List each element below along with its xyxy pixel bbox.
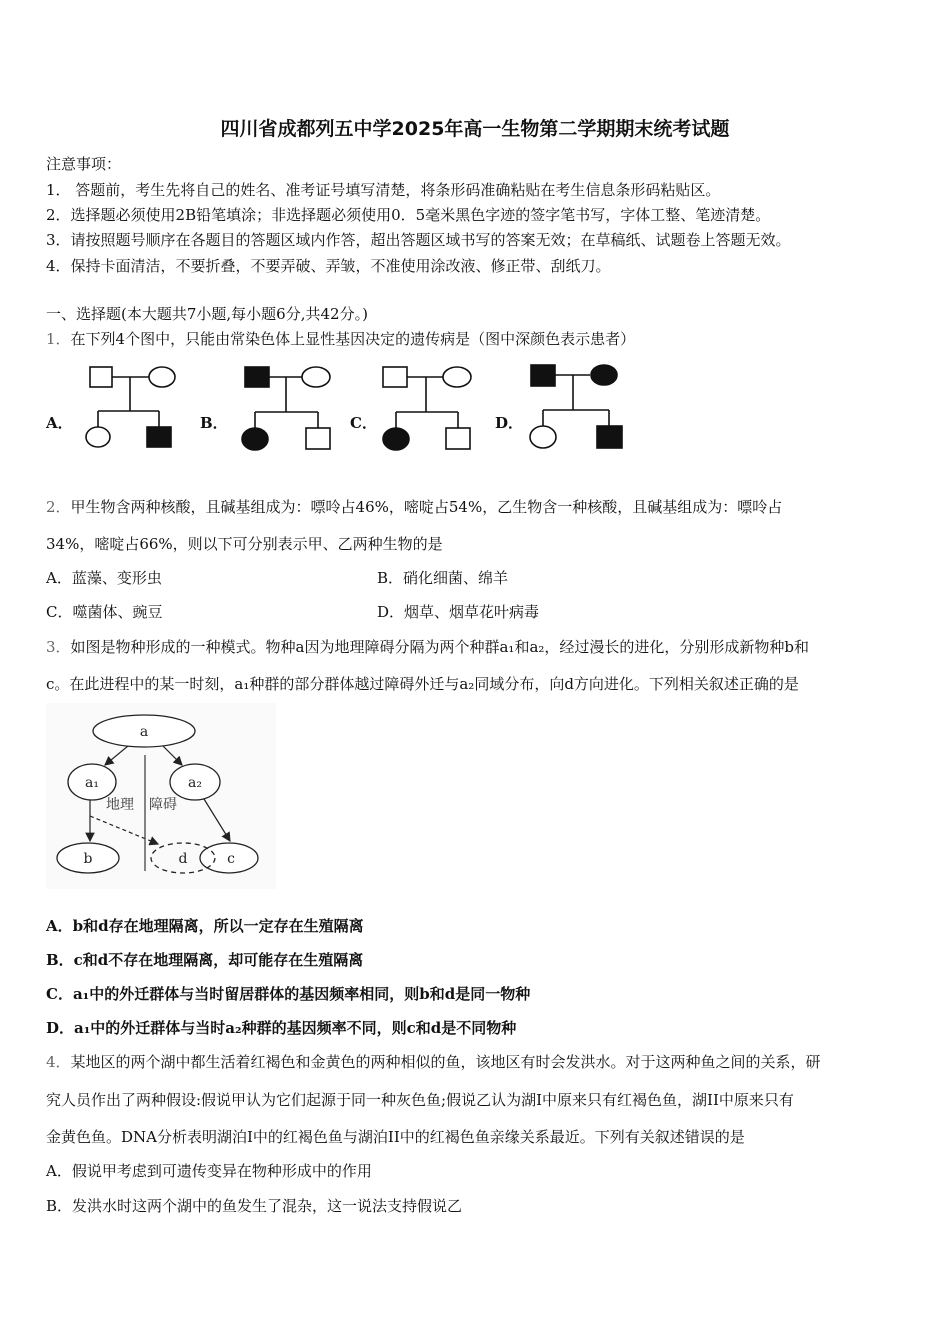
q4-option-a: A．假说甲考虑到可遗传变异在物种形成中的作用 (46, 1162, 372, 1180)
question-1 (46, 328, 635, 349)
mother-unaffected-symbol (302, 367, 330, 387)
mother-unaffected-symbol (443, 367, 471, 387)
label-a: a (139, 724, 149, 740)
question-number: 4． (46, 1053, 71, 1071)
pedigree-b (240, 364, 340, 456)
son-unaffected-symbol (446, 428, 470, 449)
label-d: d (178, 851, 188, 867)
mother-unaffected-symbol (149, 367, 175, 387)
q3-option-d: D．a₁中的外迁群体与当时a₂种群的基因频率不同，则c和d是不同物种 (46, 1019, 517, 1037)
question-3-line-2: c。在此进程中的某一时刻，a₁种群的部分群体越过障碍外迁与a₂同域分布，向d方向进化。下列相关叙述正确的是 (46, 675, 799, 693)
q2-option-d: D．烟草、烟草花叶病毒 (377, 603, 540, 621)
daughter-unaffected-symbol (530, 426, 556, 448)
q2-option-c: C．噬菌体、豌豆 (46, 603, 163, 621)
notice-heading: 注意事项： (46, 155, 122, 173)
q4-option-b: B．发洪水时这两个湖中的鱼发生了混杂，这一说法支持假说乙 (46, 1197, 463, 1215)
question-4-line-1 (46, 1051, 821, 1072)
q3-option-a: A．b和d存在地理隔离，所以一定存在生殖隔离 (46, 917, 364, 935)
notice-item-1: 1． 答题前，考生先将自己的姓名、准考证号填写清楚，将条形码准确粘贴在考生信息条形码粘贴区。 (46, 181, 721, 199)
question-number: 1． (46, 330, 71, 348)
question-text: 如图是物种形成的一种模式。物种a因为地理障碍分隔为两个种群a₁和a₂，经过漫长的进化，分别形成新物种b和 (70, 638, 810, 656)
father-unaffected-symbol (383, 367, 407, 387)
label-a1: a₁ (85, 775, 99, 791)
label-barrier-right: 障碍 (149, 797, 177, 813)
question-number: 2． (46, 498, 71, 516)
label-barrier-left: 地理 (106, 797, 134, 813)
q2-option-b: B．硝化细菌、绵羊 (377, 569, 509, 587)
pedigree-a (85, 364, 180, 454)
question-4-line-3: 金黄色鱼。DNA分析表明湖泊Ⅰ中的红褐色鱼与湖泊II中的红褐色鱼亲缘关系最近。下列有关叙述错误的是 (46, 1128, 745, 1146)
q1-option-d-label: D． (495, 414, 524, 432)
son-affected-symbol (597, 426, 622, 448)
mother-affected-symbol (591, 365, 617, 385)
label-c: c (227, 851, 235, 867)
question-text: 某地区的两个湖中都生活着红褐色和金黄色的两种相似的鱼，该地区有时会发洪水。对于这两种鱼之间的关系，研 (70, 1053, 821, 1071)
question-3-line-1 (46, 636, 809, 657)
page-title: 四川省成都列五中学2025年高一生物第二学期期末统考试题 (220, 118, 730, 140)
father-unaffected-symbol (90, 367, 112, 387)
q1-option-a-label: A． (46, 414, 73, 432)
q1-option-b-label: B． (200, 414, 228, 432)
son-unaffected-symbol (306, 428, 330, 449)
q2-option-a: A．蓝藻、变形虫 (46, 569, 162, 587)
daughter-affected-symbol (242, 428, 268, 450)
notice-item-3: 3．请按照题号顺序在各题目的答题区域内作答，超出答题区域书写的答案无效；在草稿纸、试题卷上答题无效。 (46, 231, 791, 249)
label-b: b (83, 851, 93, 867)
question-text: 在下列4个图中，只能由常染色体上显性基因决定的遗传病是（图中深颜色表示患者） (70, 330, 636, 348)
section-heading: 一、选择题(本大题共7小题,每小题6分,共42分。) (46, 305, 368, 323)
notice-item-4: 4．保持卡面清洁，不要折叠，不要弄破、弄皱，不准使用涂改液、修正带、刮纸刀。 (46, 257, 611, 275)
father-affected-symbol (531, 365, 555, 386)
daughter-unaffected-symbol (86, 427, 110, 447)
label-a2: a₂ (188, 775, 202, 791)
question-2-line-1 (46, 496, 782, 517)
son-affected-symbol (147, 427, 171, 447)
q1-option-c-label: C． (350, 414, 377, 432)
pedigree-d (527, 362, 627, 454)
speciation-diagram (46, 703, 276, 889)
question-number: 3． (46, 638, 71, 656)
notice-item-2: 2．选择题必须使用2B铅笔填涂；非选择题必须使用0．5毫米黑色字迹的签字笔书写，字体工整、笔迹清楚。 (46, 206, 771, 224)
pedigree-c (380, 364, 480, 456)
q3-option-c: C．a₁中的外迁群体与当时留居群体的基因频率相同，则b和d是同一物种 (46, 985, 531, 1003)
question-text: 甲生物含两种核酸，且碱基组成为：嘌呤占46%，嘧啶占54%，乙生物含一种核酸，且碱基组成为：嘌呤占 (70, 498, 783, 516)
question-4-line-2: 究人员作出了两种假设:假说甲认为它们起源于同一种灰色鱼;假说乙认为湖I中原来只有红褐色鱼，湖II中原来只有 (46, 1091, 794, 1109)
question-2-line-2: 34%，嘧啶占66%，则以下可分别表示甲、乙两种生物的是 (46, 535, 443, 553)
q3-option-b: B．c和d不存在地理隔离，却可能存在生殖隔离 (46, 951, 364, 969)
father-affected-symbol (245, 367, 269, 387)
daughter-affected-symbol (383, 428, 409, 450)
